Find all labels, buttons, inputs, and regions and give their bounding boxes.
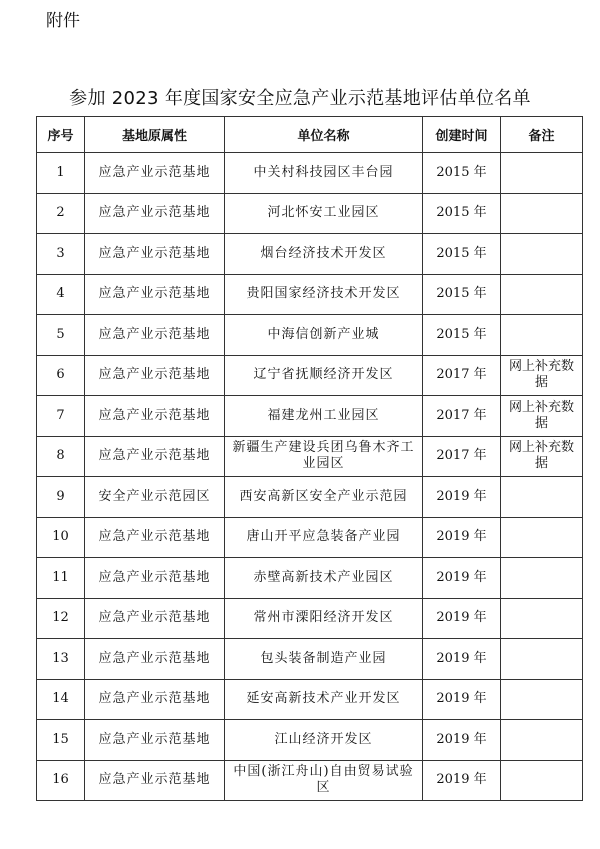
cell-remarks: 网上补充数据	[501, 436, 583, 477]
cell-remarks: 网上补充数据	[501, 355, 583, 396]
cell-unit-name: 西安高新区安全产业示范园	[225, 477, 423, 518]
table-row	[37, 274, 583, 315]
cell-unit-name: 烟台经济技术开发区	[225, 234, 423, 275]
table-row	[37, 760, 583, 801]
cell-creation-time: 2019 年	[423, 477, 501, 518]
cell-unit-name: 辽宁省抚顺经济开发区	[225, 355, 423, 396]
attachment-label: 附件	[46, 11, 80, 31]
cell-serial-no: 10	[37, 517, 85, 558]
cell-serial-no: 5	[37, 315, 85, 356]
table-row	[37, 436, 583, 477]
cell-creation-time: 2015 年	[423, 315, 501, 356]
cell-remarks	[501, 234, 583, 275]
cell-creation-time: 2019 年	[423, 639, 501, 680]
cell-serial-no: 16	[37, 760, 85, 801]
cell-base-attribute: 应急产业示范基地	[85, 679, 225, 720]
cell-serial-no: 3	[37, 234, 85, 275]
table-row	[37, 193, 583, 234]
cell-unit-name: 河北怀安工业园区	[225, 193, 423, 234]
table-row	[37, 396, 583, 437]
page-title: 参加 2023 年度国家安全应急产业示范基地评估单位名单	[69, 88, 531, 109]
cell-remarks	[501, 193, 583, 234]
cell-serial-no: 7	[37, 396, 85, 437]
cell-base-attribute: 应急产业示范基地	[85, 639, 225, 680]
cell-creation-time: 2019 年	[423, 679, 501, 720]
cell-base-attribute: 安全产业示范园区	[85, 477, 225, 518]
table-body	[37, 153, 583, 801]
cell-unit-name: 中国(浙江舟山)自由贸易试验区	[225, 760, 423, 801]
cell-serial-no: 8	[37, 436, 85, 477]
cell-base-attribute: 应急产业示范基地	[85, 760, 225, 801]
cell-serial-no: 15	[37, 720, 85, 761]
table-row	[37, 315, 583, 356]
table-row	[37, 477, 583, 518]
cell-base-attribute: 应急产业示范基地	[85, 558, 225, 599]
cell-serial-no: 13	[37, 639, 85, 680]
cell-creation-time: 2019 年	[423, 517, 501, 558]
table-row	[37, 558, 583, 599]
cell-remarks	[501, 639, 583, 680]
cell-unit-name: 唐山开平应急装备产业园	[225, 517, 423, 558]
cell-base-attribute: 应急产业示范基地	[85, 720, 225, 761]
cell-serial-no: 1	[37, 153, 85, 194]
cell-remarks	[501, 315, 583, 356]
cell-base-attribute: 应急产业示范基地	[85, 517, 225, 558]
cell-remarks	[501, 517, 583, 558]
cell-remarks	[501, 477, 583, 518]
cell-remarks	[501, 720, 583, 761]
cell-base-attribute: 应急产业示范基地	[85, 436, 225, 477]
cell-unit-name: 福建龙州工业园区	[225, 396, 423, 437]
cell-unit-name: 常州市溧阳经济开发区	[225, 598, 423, 639]
cell-creation-time: 2019 年	[423, 598, 501, 639]
cell-unit-name: 中海信创新产业城	[225, 315, 423, 356]
cell-base-attribute: 应急产业示范基地	[85, 274, 225, 315]
header-base-attribute: 基地原属性	[85, 117, 225, 153]
cell-creation-time: 2017 年	[423, 396, 501, 437]
cell-creation-time: 2017 年	[423, 355, 501, 396]
table-row	[37, 355, 583, 396]
cell-remarks	[501, 153, 583, 194]
cell-unit-name: 延安高新技术产业开发区	[225, 679, 423, 720]
cell-remarks	[501, 760, 583, 801]
cell-remarks: 网上补充数据	[501, 396, 583, 437]
cell-unit-name: 江山经济开发区	[225, 720, 423, 761]
table-row	[37, 720, 583, 761]
cell-serial-no: 6	[37, 355, 85, 396]
table-row	[37, 639, 583, 680]
cell-creation-time: 2019 年	[423, 760, 501, 801]
cell-unit-name: 贵阳国家经济技术开发区	[225, 274, 423, 315]
cell-remarks	[501, 598, 583, 639]
header-remarks: 备注	[501, 117, 583, 153]
cell-serial-no: 4	[37, 274, 85, 315]
cell-remarks	[501, 558, 583, 599]
cell-creation-time: 2017 年	[423, 436, 501, 477]
cell-serial-no: 2	[37, 193, 85, 234]
cell-unit-name: 包头装备制造产业园	[225, 639, 423, 680]
cell-unit-name: 赤壁高新技术产业园区	[225, 558, 423, 599]
cell-creation-time: 2019 年	[423, 558, 501, 599]
header-serial-no: 序号	[37, 117, 85, 153]
table-row	[37, 153, 583, 194]
table-header-row	[37, 117, 583, 153]
cell-creation-time: 2019 年	[423, 720, 501, 761]
cell-base-attribute: 应急产业示范基地	[85, 396, 225, 437]
cell-base-attribute: 应急产业示范基地	[85, 315, 225, 356]
table-row	[37, 598, 583, 639]
cell-unit-name: 新疆生产建设兵团乌鲁木齐工业园区	[225, 436, 423, 477]
cell-remarks	[501, 679, 583, 720]
cell-base-attribute: 应急产业示范基地	[85, 355, 225, 396]
unit-list-table	[36, 116, 583, 801]
cell-serial-no: 9	[37, 477, 85, 518]
cell-creation-time: 2015 年	[423, 153, 501, 194]
cell-serial-no: 14	[37, 679, 85, 720]
header-creation-time: 创建时间	[423, 117, 501, 153]
cell-base-attribute: 应急产业示范基地	[85, 153, 225, 194]
table-row	[37, 234, 583, 275]
cell-remarks	[501, 274, 583, 315]
table-row	[37, 679, 583, 720]
cell-serial-no: 11	[37, 558, 85, 599]
cell-creation-time: 2015 年	[423, 193, 501, 234]
header-unit-name: 单位名称	[225, 117, 423, 153]
cell-creation-time: 2015 年	[423, 234, 501, 275]
cell-base-attribute: 应急产业示范基地	[85, 193, 225, 234]
table-row	[37, 517, 583, 558]
cell-unit-name: 中关村科技园区丰台园	[225, 153, 423, 194]
cell-base-attribute: 应急产业示范基地	[85, 598, 225, 639]
cell-serial-no: 12	[37, 598, 85, 639]
cell-base-attribute: 应急产业示范基地	[85, 234, 225, 275]
cell-creation-time: 2015 年	[423, 274, 501, 315]
